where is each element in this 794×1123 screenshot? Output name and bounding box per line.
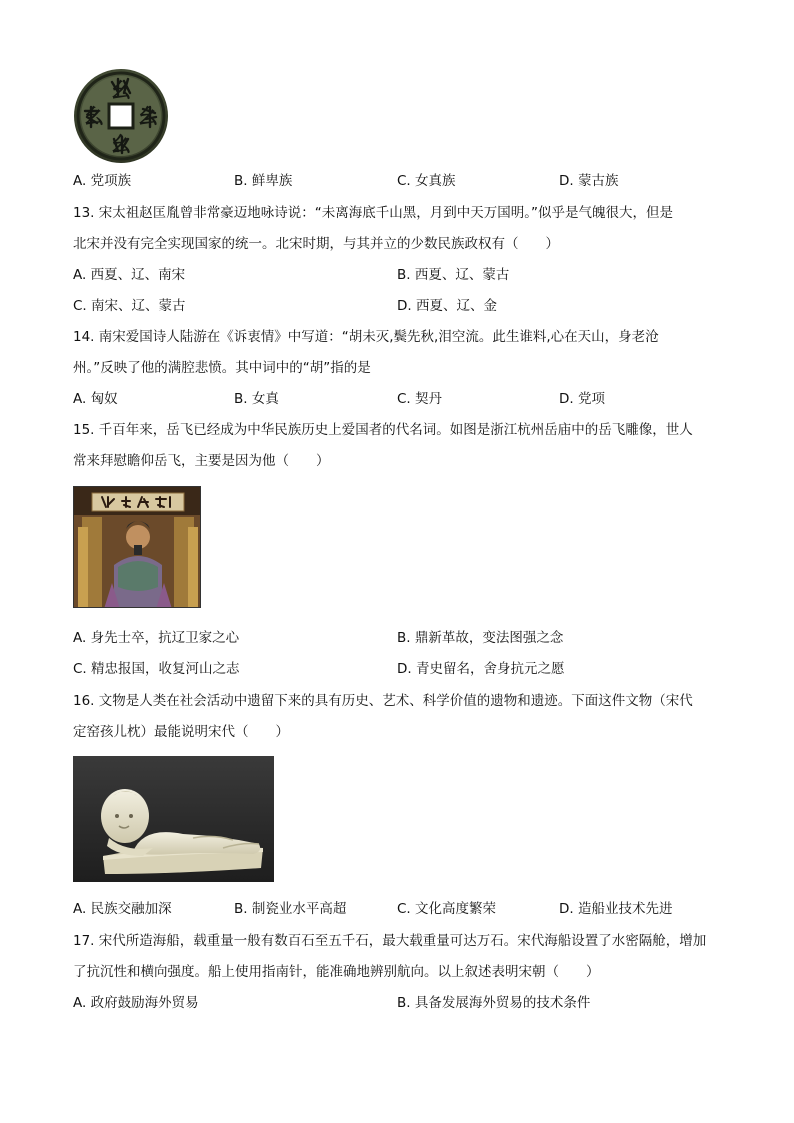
coin-image xyxy=(72,67,170,165)
q14-stem-line2: 州。”反映了他的满腔悲愤。其中词中的“胡”指的是 xyxy=(73,360,371,376)
pillow-illustration xyxy=(73,756,274,882)
q13-option-d: D. 西夏、辽、金 xyxy=(397,298,497,314)
q12-option-a: A. 党项族 xyxy=(73,173,132,189)
q14-option-a: A. 匈奴 xyxy=(73,391,118,407)
q16-option-b: B. 制瓷业水平高超 xyxy=(234,901,347,917)
q16-option-a: A. 民族交融加深 xyxy=(73,901,172,917)
child-pillow-image xyxy=(73,756,274,882)
yue-fei-statue-image xyxy=(73,486,201,608)
q16-stem-line2: 定窑孩儿枕）最能说明宋代（ ） xyxy=(73,724,289,740)
q15-option-a: A. 身先士卒，抗辽卫家之心 xyxy=(73,630,240,646)
q17-option-b: B. 具备发展海外贸易的技术条件 xyxy=(397,995,591,1011)
q16-option-d: D. 造船业技术先进 xyxy=(559,901,673,917)
statue-illustration xyxy=(74,487,201,608)
q13-stem-line1: 13. 宋太祖赵匡胤曾非常豪迈地咏诗说：“未离海底千山黑，月到中天万国明。”似乎是气魄很大，但是 xyxy=(73,205,673,221)
q15-option-d: D. 青史留名，舍身抗元之愿 xyxy=(397,661,565,677)
q16-stem-line1: 16. 文物是人类在社会活动中遗留下来的具有历史、艺术、科学价值的遗物和遗迹。下面这件文物（宋代 xyxy=(73,693,693,709)
q15-stem-line2: 常来拜慰瞻仰岳飞，主要是因为他（ ） xyxy=(73,453,330,469)
svg-text:⺓: ⺓ xyxy=(138,104,158,128)
q13-option-a: A. 西夏、辽、南宋 xyxy=(73,267,186,283)
q16-option-c: C. 文化高度繁荣 xyxy=(397,901,497,917)
q13-option-c: C. 南宋、辽、蒙古 xyxy=(73,298,186,314)
svg-text:⺓: ⺓ xyxy=(111,78,131,102)
q12-option-c: C. 女真族 xyxy=(397,173,456,189)
q14-stem-line1: 14. 南宋爱国诗人陆游在《诉衷情》中写道：“胡未灭,鬓先秋,泪空流。此生谁料,心在天山，身老沧 xyxy=(73,329,659,345)
q12-option-b: B. 鲜卑族 xyxy=(234,173,293,189)
q14-option-b: B. 女真 xyxy=(234,391,279,407)
coin-illustration xyxy=(72,67,170,165)
q17-stem-line1: 17. 宋代所造海船，载重量一般有数百石至五千石，最大载重量可达万石。宋代海船设置了水密隔舱，增加 xyxy=(73,933,707,949)
q13-option-b: B. 西夏、辽、蒙古 xyxy=(397,267,510,283)
q14-option-c: C. 契丹 xyxy=(397,391,443,407)
q14-option-d: D. 党项 xyxy=(559,391,605,407)
q17-option-a: A. 政府鼓励海外贸易 xyxy=(73,995,199,1011)
svg-text:⺓: ⺓ xyxy=(84,104,104,128)
q13-stem-line2: 北宋并没有完全实现国家的统一。北宋时期，与其并立的少数民族政权有（ ） xyxy=(73,236,559,252)
q15-option-c: C. 精忠报国，收复河山之志 xyxy=(73,661,240,677)
q15-stem-line1: 15. 千百年来，岳飞已经成为中华民族历史上爱国者的代名词。如图是浙江杭州岳庙中的岳飞雕像，世人 xyxy=(73,422,693,438)
q15-option-b: B. 鼎新革故，变法图强之念 xyxy=(397,630,564,646)
q12-option-d: D. 蒙古族 xyxy=(559,173,619,189)
svg-text:⺓: ⺓ xyxy=(111,132,131,156)
q17-stem-line2: 了抗沉性和横向强度。船上使用指南针，能准确地辨别航向。以上叙述表明宋朝（ ） xyxy=(73,964,600,980)
